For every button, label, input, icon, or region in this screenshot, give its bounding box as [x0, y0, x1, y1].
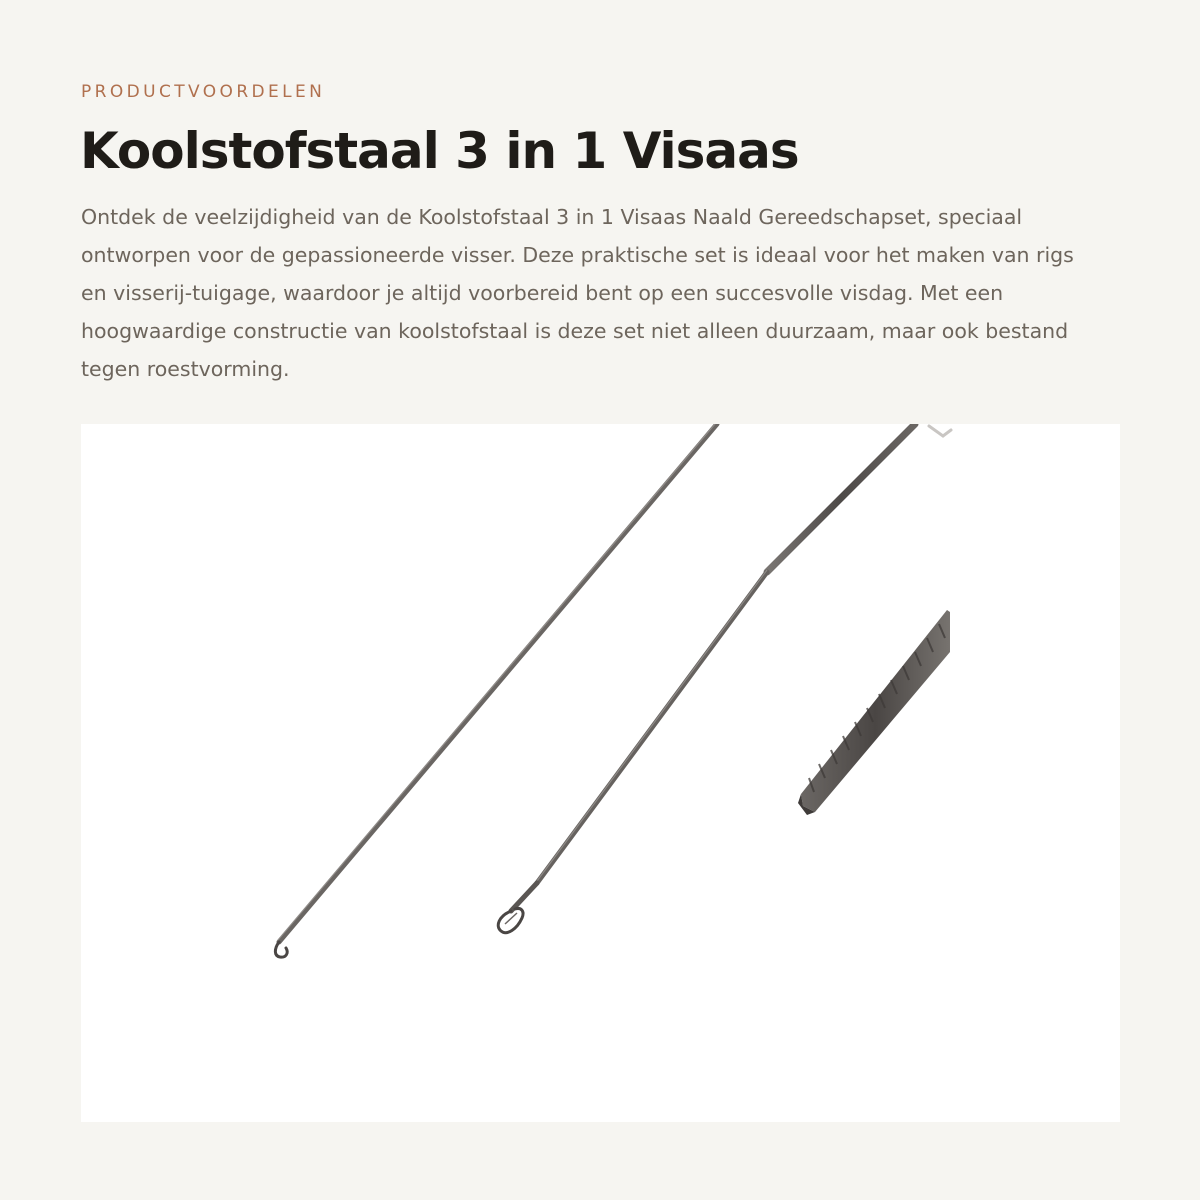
page-title: Koolstofstaal 3 in 1 Visaas — [80, 122, 799, 180]
loop-needle — [498, 424, 951, 933]
drill-needle — [798, 610, 950, 815]
product-description: Ontdek de veelzijdigheid van de Koolstofstaal 3 in 1 Visaas Naald Gereedschapset, speciaal ontworpen voor de gepassioneerde visser. Deze praktische set is ideaal voor het maken van rigs en visserij-tuigage, waardoor je altijd voorbereid bent op een succesvolle visdag. Met een hoogwaardige constructie van koolstofstaal is deze set niet alleen duurzaam, maar ook bestand tegen roestvorming. — [81, 205, 1074, 381]
product-image — [81, 424, 1120, 1122]
section-eyebrow: PRODUCTVOORDELEN — [81, 82, 326, 102]
needle-set-illustration — [81, 424, 1120, 1122]
hook-needle — [275, 424, 717, 957]
